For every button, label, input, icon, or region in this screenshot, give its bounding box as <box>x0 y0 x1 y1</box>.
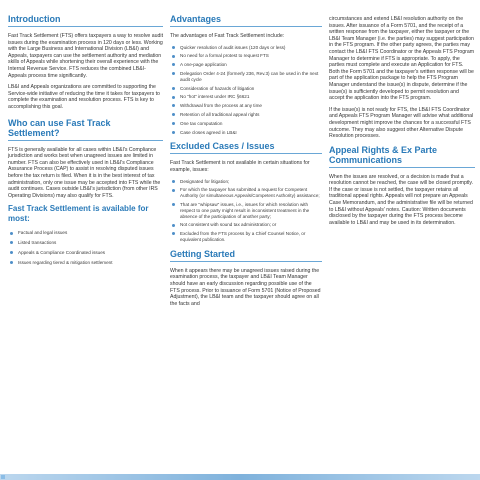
who-heading: Who can use Fast Track Settlement? <box>8 117 111 138</box>
excluded-list <box>170 179 322 243</box>
list-item: No need for a formal protest to request FTS <box>170 53 322 59</box>
list-item: Withdrawal from the process at any time <box>170 103 322 109</box>
bullet-icon <box>172 96 175 99</box>
column-left <box>8 14 163 271</box>
bullet-icon <box>172 180 175 183</box>
heading-rule <box>8 26 163 27</box>
list-item: A one-page application <box>170 62 322 68</box>
getting-started-paragraph: When it appears there may be unagreed issues raised during the examination process, the taxpayer and LB&I Team Manager should have an early discussion regarding possible use of the FTS process. Prior to issuance of Form 5701 (Notice of Proposed Adjustment), the LB&I team and the taxpayer should agree on all the facts and <box>170 267 321 307</box>
bullet-icon <box>172 104 175 107</box>
advantages-list <box>170 45 322 136</box>
list-item: Excluded from the FTS process by a Chief Counsel Notice, or equivalent publication. <box>170 231 322 243</box>
heading-rule <box>170 153 322 154</box>
bullet-icon <box>172 55 175 58</box>
advantages-intro: The advantages of Fast Track Settlement include: <box>170 33 285 39</box>
bullet-icon <box>172 232 175 235</box>
heading-rule <box>170 26 322 27</box>
appeal-rights-heading: Appeal Rights & Ex Parte Communications <box>329 144 438 165</box>
list-item: Designated for litigation; <box>170 179 322 185</box>
heading-rule <box>329 167 475 168</box>
bullet-icon <box>10 251 13 254</box>
bullet-icon <box>172 87 175 90</box>
bullet-icon <box>172 46 175 49</box>
bullet-icon <box>172 224 175 227</box>
bullet-icon <box>172 63 175 66</box>
list-item: Consideration of hazards of litigation <box>170 86 322 92</box>
list-item: For which the taxpayer has submitted a request for Competent Authority (or simultaneous Appeals/Competent Authority) assistance; <box>170 187 322 199</box>
excluded-heading: Excluded Cases / Issues <box>170 141 275 152</box>
bullet-icon <box>10 261 13 264</box>
available-heading: Fast Track Settlement is available for most: <box>8 204 149 224</box>
appeal-rights-paragraph: When the issues are resolved, or a decision is made that a resolution cannot be reached, the case will be closed promptly. If the case or issue is not settled, the taxpayer retains all traditional appeal rights. Appeals will not prepare an Appeals Case Memorandum, and the administrative file will be returned to LB&I without Appeals' notes. Caution: Written documents disclosed by the taxpayer during the FTS process become available to LB&I and may be used in its determination. <box>329 173 474 226</box>
bullet-icon <box>172 203 175 206</box>
list-item: Delegation Order 4-24 (formerly 236, Rev.3) can be used in the next audit cycle <box>170 71 322 83</box>
excluded-intro: Fast Track Settlement is not available in certain situations for example, issues: <box>170 160 310 173</box>
bullet-icon <box>172 131 175 134</box>
available-list <box>8 230 163 265</box>
list-item: Factual and legal issues <box>8 230 163 236</box>
list-item: That are "whipsaw" issues, i.e., issues for which resolution with respect to one party might result in inconsistent treatment in the absence of the participation of another party; <box>170 202 322 219</box>
heading-rule <box>8 140 163 141</box>
list-item: One tax computation <box>170 121 322 127</box>
list-item: Issues regarding tiered & mitigation settlement <box>8 260 163 266</box>
list-item: Appeals & Compliance Coordinated issues <box>8 250 163 256</box>
corner-mark <box>1 475 5 479</box>
intro-paragraph-1: Fast Track Settlement (FTS) offers taxpayers a way to resolve audit issues during the examination process in 120 days or less. Working with the Large Business and International Division (LB&I) and Appeals, taxpayers can use the settlement authority and mediation skills of Appeals while shortening their overall experience with the Internal Revenue Service. FTS reduces the combined LB&I-Appeals process time significantly. <box>8 33 164 79</box>
bullet-icon <box>10 241 13 244</box>
list-item: Listed transactions <box>8 240 163 246</box>
heading-rule <box>170 261 322 262</box>
column-middle <box>170 14 322 312</box>
bullet-icon <box>10 232 13 235</box>
bullet-icon <box>172 72 175 75</box>
bullet-icon <box>172 189 175 192</box>
who-paragraph: FTS is generally available for all cases within LB&I's Compliance jurisdiction and works best when unagreed issues are limited in number. FTS can also be effectively used in LB&I's Compliance Assurance Process (CAP) to assist in resolving disputed issues before the tax return is filed. When it is in the best interest of tax administration, only one issue may be accepted into FTS while the audit continues. Cases outside LB&I's jurisdiction (from other IRS Operating Divisions) may also qualify for FTS. <box>8 146 161 199</box>
advantages-heading: Advantages <box>170 14 222 24</box>
bullet-icon <box>172 113 175 116</box>
list-item: Case closes agreed in LB&I <box>170 130 322 136</box>
development-paragraph: If the issue(s) is not ready for FTS, the LB&I FTS Coordinator and Appeals FTS Program Manager will advise what additional development might improve the chances for a successful FTS outcome. They may also suggest other Alternative Dispute Resolution processes. <box>329 106 474 140</box>
list-item: Quicker resolution of audit issues (120 days or less) <box>170 45 322 51</box>
intro-paragraph-2: LB&I and Appeals organizations are committed to supporting the Service-wide initiative of reducing the time it takes for taxpayers to complete the examination and resolution process. FTS is key to accomplishing this goal. <box>8 84 160 110</box>
column-right <box>329 16 475 231</box>
resolution-paragraph: circumstances and extend LB&I resolution authority on the issues. After issuance of a Form 5701, and the receipt of a written response from the taxpayer, either the taxpayer or the LB&I Team Manager (i.e. the parties) may suggest participation in the FTS program. If the other party agrees, the parties may contact the LB&I FTS Coordinator or the Appeals FTS Program Manager to determine if FTS is appropriate. To apply, the parties must complete and execute an Application for FTS. Both the Form 5701 and the taxpayer's written response will be part of the application package to help the FTS Program Manager understand the issue(s) in dispute, determine if the issue(s) is sufficiently developed to permit resolution and accept the application into the FTS program. <box>329 16 475 102</box>
intro-heading: Introduction <box>8 14 61 24</box>
list-item: No "hot" interest under IRC §6621 <box>170 94 322 100</box>
bullet-icon <box>172 122 175 125</box>
footer-bar <box>0 474 480 480</box>
getting-started-heading: Getting Started <box>170 248 236 259</box>
list-item: Not consistent with sound tax administration; or <box>170 222 322 228</box>
list-item: Retention of all traditional appeal rights <box>170 112 322 118</box>
